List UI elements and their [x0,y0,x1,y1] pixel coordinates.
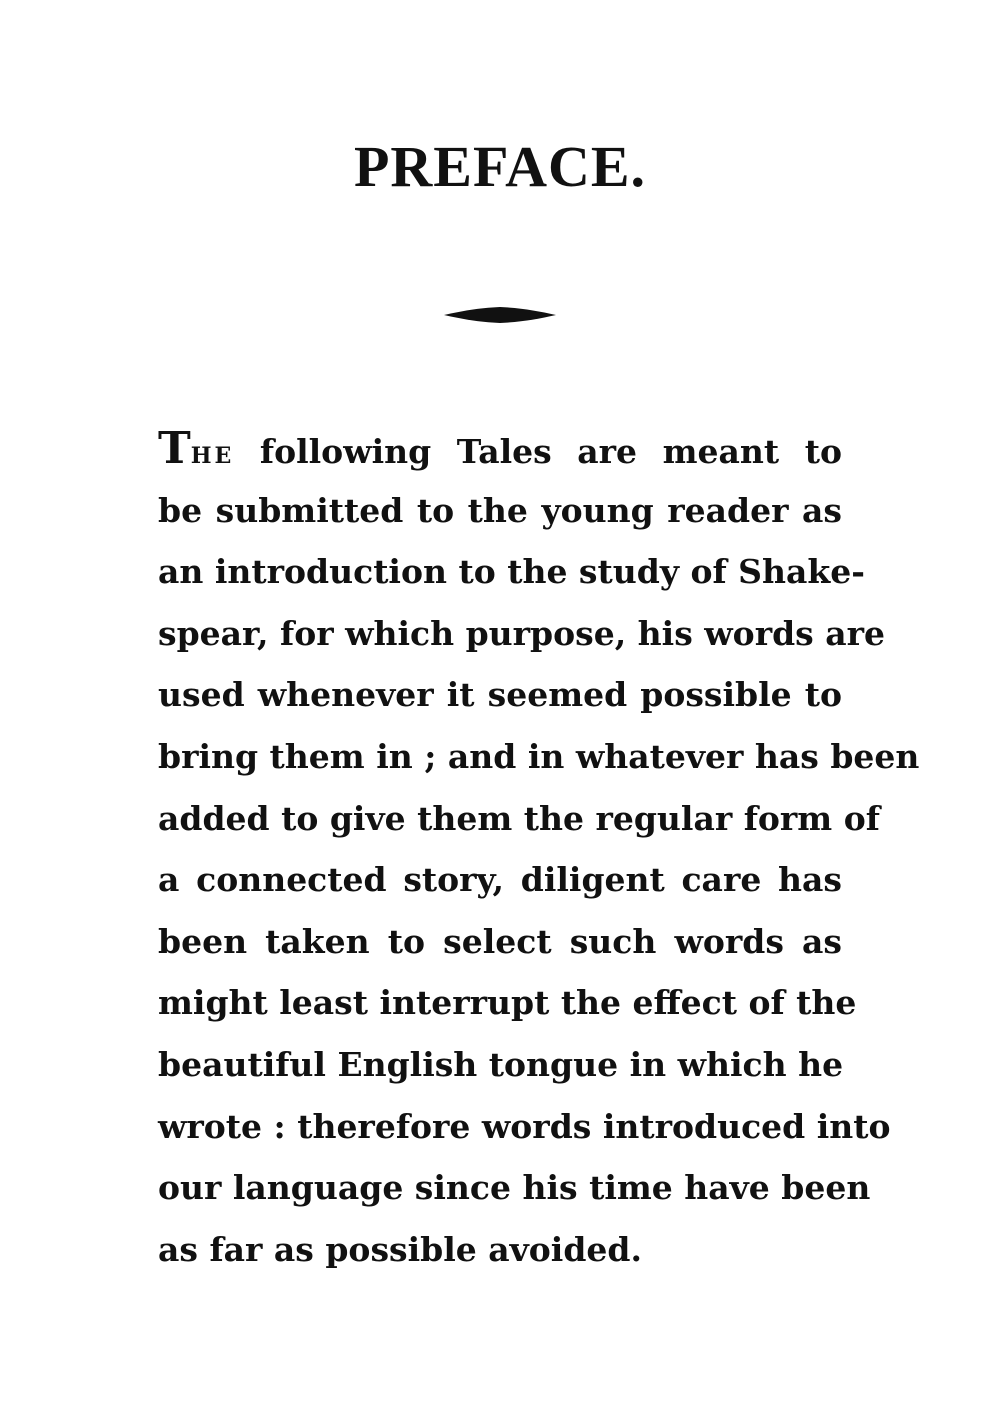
text-line: spear, for which purpose, his words are [158,613,885,653]
ornament-divider-icon [444,304,556,326]
text-line: added to give them the regular form of [158,798,880,838]
text-line: used whenever it seemed possible to [158,675,842,715]
text-line: been taken to select such words as [158,921,842,961]
text-line: an introduction to the study of Shake- [158,552,865,592]
text-line: beautiful English tongue in which he [158,1044,844,1084]
text-line: might least interrupt the effect of the [158,983,857,1023]
text-line [158,418,842,480]
text-line: as far as possible avoided. [158,1229,642,1269]
text-line: be submitted to the young reader as [158,490,842,530]
text-line: wrote : therefore words introduced into [158,1106,891,1146]
text-line: a connected story, diligent care has [158,860,842,900]
text-line-content: following Tales are meant to [259,432,842,471]
drop-cap: T [158,423,191,474]
page-title: PREFACE. [353,134,647,199]
small-caps-word: HE [190,443,235,469]
preface-paragraph [158,418,920,1280]
text-line: our language since his time have been [158,1168,871,1208]
text-line: bring them in ; and in whatever has been [158,736,920,776]
